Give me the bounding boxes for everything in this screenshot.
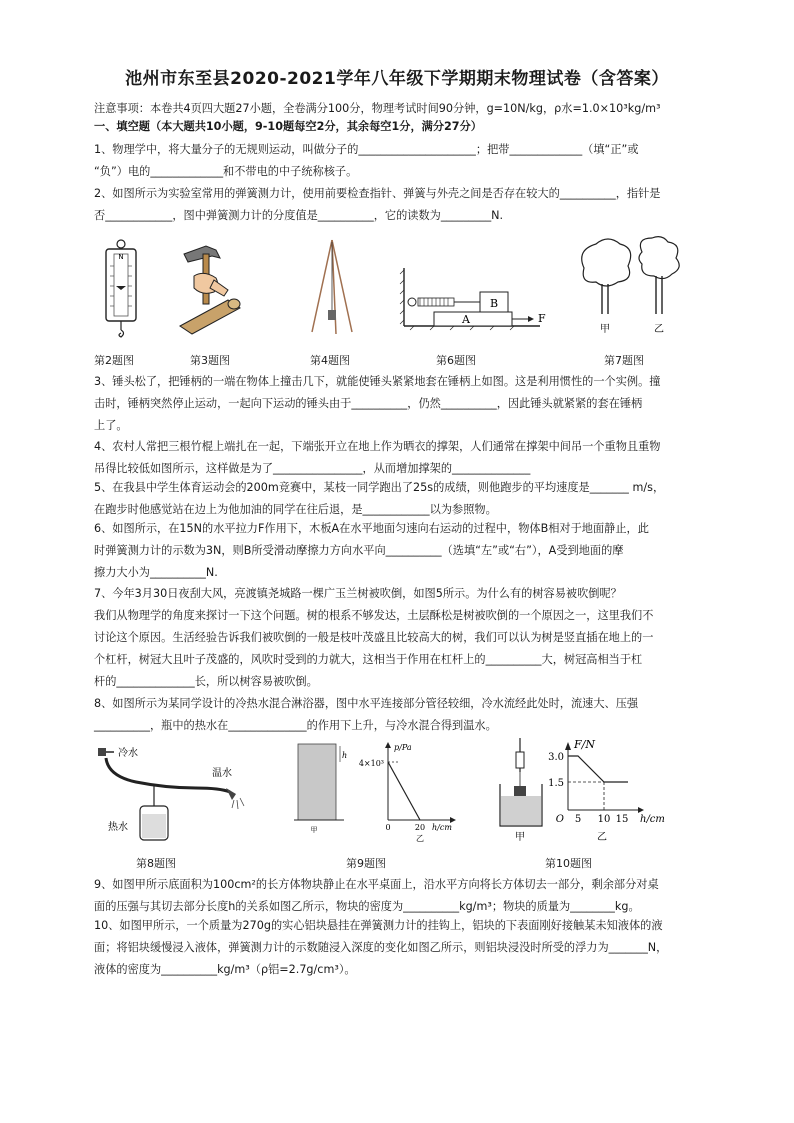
spring-scale-figure: [96, 238, 146, 338]
fig9-sub-b: 乙: [416, 834, 424, 843]
fig10-y-tick-2: 1.5: [548, 778, 564, 789]
question-line: 10、如图甲所示，一个质量为270g的实心铝块悬挂在弹簧测力计的挂钩上，铝块的下表面刚好接触某未知液体的液: [94, 919, 663, 932]
pressure-graph-figure: [294, 740, 464, 843]
page-title: 池州市东至县2020-2021学年八年级下学期期末物理试卷（含答案）: [125, 69, 669, 89]
figure-caption: 第7题图: [604, 354, 644, 367]
figure-caption: 第9题图: [346, 857, 386, 870]
warm-water-label: 温水: [212, 768, 232, 779]
question-6: [94, 518, 700, 584]
shower-mixer-figure: [92, 742, 252, 846]
fig10-sub-b: 乙: [597, 832, 607, 843]
question-line: 吊得比较低如图所示，这样做是为了________________，从而增加撑架的______________: [94, 462, 531, 475]
fig9-h-label: h: [342, 751, 348, 760]
question-line: 杆的______________长，所以树容易被吹倒。: [94, 675, 318, 688]
question-line: 个杠杆，树冠大且叶子茂盛的，风吹时受到的力就大，这相当于作用在杠杆上的__________大，树冠高相当于杠: [94, 653, 643, 666]
question-line: 在跑步时他感觉站在边上为他加油的同学在往后退，是____________以为参照物。: [94, 503, 497, 516]
exam-notice: [94, 98, 700, 138]
figure-caption: 第4题图: [310, 354, 350, 367]
fig9-origin: 0: [385, 823, 391, 832]
force-f-label: F: [538, 312, 546, 325]
figure-caption: 第3题图: [190, 354, 230, 367]
question-9: [94, 874, 700, 918]
question-line: 击时，锤柄突然停止运动，一起向下运动的锤头由于__________，仍然__________，因此锤头就紧紧的套在锤柄: [94, 397, 643, 410]
question-line: 我们从物理学的角度来探讨一下这个问题。树的根系不够发达，土层酥松是树被吹倒的一个原因之一，这里我们不: [94, 609, 654, 622]
fig10-x-tick-1: 5: [574, 814, 582, 825]
question-line: 6、如图所示，在15N的水平拉力F作用下，木板A在水平地面匀速向右运动的过程中，物体B相对于地面静止，此: [94, 522, 649, 535]
hammer-figure: [176, 236, 246, 336]
fig9-y-axis-label: p/Pa: [394, 743, 412, 752]
question-line: 面的压强与其切去部分长度h的关系如图乙所示，物块的密度为__________kg/m³；物块的质量为________kg。: [94, 900, 640, 913]
notice-line: 注意事项：本卷共4页四大题27小题，全卷满分100分，物理考试时间90分钟，g=10N/kg，ρ水=1.0×10³kg/m³: [94, 102, 661, 115]
question-line: 3、锤头松了，把锤柄的一端在物体上撞击几下，就能使锤头紧紧地套在锤柄上如图。这是利用惯性的一个实例。撞: [94, 375, 661, 388]
tree-b-label: 乙: [654, 324, 664, 335]
figure-caption: 第6题图: [436, 354, 476, 367]
question-line: 4、农村人常把三根竹棍上端扎在一起，下端张开立在地上作为晒衣的撑架，人们通常在撑架中间吊一个重物且重物: [94, 440, 661, 453]
question-line: 1、物理学中，将大量分子的无规则运动，叫做分子的_____________________；把带_____________（填“正”或: [94, 143, 639, 156]
fig10-x-tick-2: 10: [597, 814, 611, 825]
question-line: 7、今年3月30日夜刮大风，亮渡镇尧城路一棵广玉兰树被吹倒，如图5所示。为什么有的树容易被吹倒呢？: [94, 587, 622, 600]
question-8: [94, 693, 700, 737]
fig9-sub-a: 甲: [310, 826, 318, 834]
buoyancy-graph-figure: [494, 738, 674, 848]
block-b-label: B: [489, 297, 499, 310]
fig10-x-axis-label: h/cm: [640, 814, 665, 825]
figure-caption: 第2题图: [94, 354, 134, 367]
trees-figure: [574, 238, 694, 334]
fig10-y-tick-1: 3.0: [548, 752, 564, 763]
fig10-origin: O: [555, 814, 564, 825]
question-line: 否____________，图中弹簧测力计的分度值是__________，它的读数为_________N.: [94, 209, 504, 222]
question-line: __________，瓶中的热水在______________的作用下上升，与冷水混合得到温水。: [94, 719, 497, 732]
figure-caption: 第8题图: [136, 857, 176, 870]
fig10-x-tick-3: 15: [615, 814, 629, 825]
question-line: 面；将铝块缓慢浸入液体，弹簧测力计的示数随浸入深度的变化如图乙所示，则铝块浸没时所受的浮力为_______N，: [94, 941, 668, 954]
fig9-x-tick: 20: [414, 823, 426, 832]
question-line: 擦力大小为__________N.: [94, 566, 218, 579]
question-line: 上了。: [94, 419, 128, 432]
question-5: [94, 477, 700, 521]
fig9-x-axis-label: h/cm: [432, 823, 452, 832]
fig10-sub-a: 甲: [515, 832, 525, 843]
board-a-label: A: [462, 313, 470, 326]
section-heading: 一、填空题（本大题共10小题，9-10题每空2分，其余每空1分，满分27分）: [94, 120, 482, 133]
question-line: 液体的密度为__________kg/m³（ρ铝=2.7g/cm³）。: [94, 963, 356, 976]
tripod-figure: [308, 236, 358, 336]
spring-unit-label: N: [118, 253, 124, 261]
question-7: [94, 583, 700, 693]
cold-water-label: 冷水: [118, 748, 138, 759]
question-line: 2、如图所示为实验室常用的弹簧测力计，使用前要检查指针、弹簧与外壳之间是否存在较大的__________，指针是: [94, 187, 661, 200]
hot-water-label: 热水: [108, 822, 128, 833]
question-line: “负”）电的_____________和不带电的中子统称核子。: [94, 165, 358, 178]
tree-a-label: 甲: [600, 324, 610, 335]
question-4: [94, 436, 700, 480]
question-line: 讨论这个原因。生活经验告诉我们被吹倒的一般是枝叶茂盛且比较高大的树，我们可以认为树是竖直插在地上的一: [94, 631, 654, 644]
question-line: 5、在我县中学生体育运动会的200m竞赛中，某枝一同学跑出了25s的成绩，则他跑步的平均速度是_______ m/s，: [94, 481, 665, 494]
question-line: 8、如图所示为某同学设计的冷热水混合淋浴器，图中水平连接部分管径较细，冷水流经此处时，流速大、压强: [94, 697, 639, 710]
question-10: [94, 915, 700, 981]
question-1: [94, 139, 700, 183]
question-2: [94, 183, 700, 227]
question-3: [94, 371, 700, 437]
fig10-y-axis-label: F/N: [574, 738, 595, 751]
friction-setup-figure: [400, 266, 550, 332]
question-line: 时弹簧测力计的示数为3N，则B所受滑动摩擦力方向水平向__________（选填“左”或“右”），A受到地面的摩: [94, 544, 624, 557]
fig9-y-tick: 4×10³: [358, 759, 384, 768]
question-line: 9、如图甲所示底面积为100cm²的长方体物块静止在水平桌面上，沿水平方向将长方体切去一部分，剩余部分对桌: [94, 878, 659, 891]
figure-caption: 第10题图: [545, 857, 592, 870]
